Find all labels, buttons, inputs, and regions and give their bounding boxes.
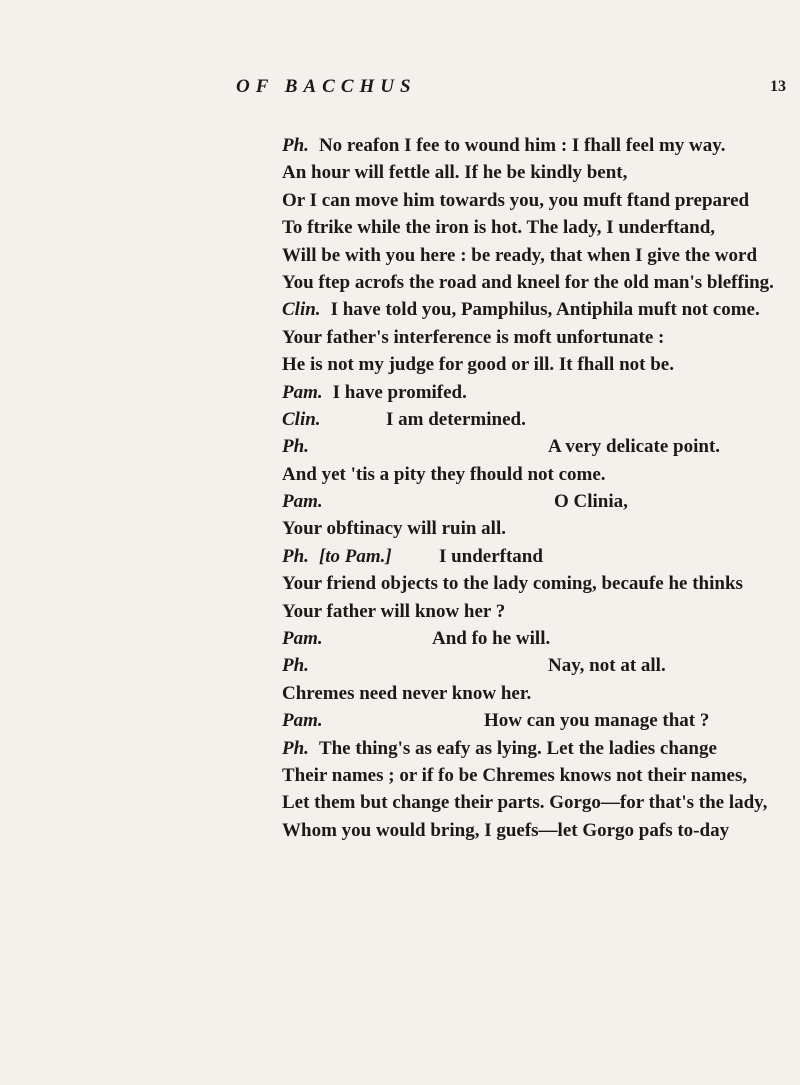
stage-direction: [to Pam.] xyxy=(318,545,392,567)
verse-line xyxy=(282,707,782,734)
speaker: Pam. xyxy=(282,628,323,650)
verse-text xyxy=(282,132,782,844)
verse-line xyxy=(282,543,782,570)
running-title: OF BACCHUS xyxy=(236,76,417,97)
verse-line xyxy=(282,598,782,625)
line-text: To ftrike while the iron is hot. The lady, I underftand, xyxy=(282,217,716,239)
verse-line xyxy=(282,461,782,488)
line-text: You ftep acrofs the road and kneel for the old man's bleffing. xyxy=(282,271,774,293)
line-text: Nay, not at all. xyxy=(548,655,666,677)
speaker: Ph. xyxy=(282,436,309,458)
verse-line xyxy=(282,379,782,406)
speaker: Clin. xyxy=(282,408,321,430)
verse-line xyxy=(282,652,782,679)
verse-line xyxy=(282,817,782,844)
verse-line xyxy=(282,351,782,378)
line-text: Or I can move him towards you, you muft ftand prepared xyxy=(282,189,750,211)
line-text: I underftand xyxy=(438,545,543,567)
speaker: Pam. xyxy=(282,710,323,732)
line-text: And yet 'tis a pity they fhould not come. xyxy=(282,463,606,485)
speaker: Ph. xyxy=(282,135,309,156)
line-text: An hour will fettle all. If he be kindly bent, xyxy=(282,162,628,184)
verse-line xyxy=(282,296,782,323)
verse-line xyxy=(282,132,782,159)
line-text: The thing's as eafy as lying. Let the ladies change xyxy=(318,737,717,759)
speaker: Pam. xyxy=(282,491,323,513)
line-text: No reafon I fee to wound him : I fhall feel my way. xyxy=(318,135,726,156)
speaker: Ph. xyxy=(282,545,309,567)
line-text: And fo he will. xyxy=(432,628,551,650)
verse-line xyxy=(282,269,782,296)
verse-line xyxy=(282,762,782,789)
running-head xyxy=(0,76,800,106)
line-text: Let them but change their parts. Gorgo—for that's the lady, xyxy=(282,792,768,814)
line-text: Your father's interference is moft unfortunate : xyxy=(282,326,665,348)
line-text: Their names ; or if fo be Chremes knows not their names, xyxy=(282,764,748,786)
verse-line xyxy=(282,488,782,515)
line-text: He is not my judge for good or ill. It fhall not be. xyxy=(282,354,674,376)
line-text: Your friend objects to the lady coming, becaufe he thinks xyxy=(282,573,743,595)
line-text: How can you manage that ? xyxy=(484,710,710,732)
verse-line xyxy=(282,159,782,186)
verse-line xyxy=(282,214,782,241)
speaker: Pam. xyxy=(282,381,323,403)
verse-line xyxy=(282,625,782,652)
verse-line xyxy=(282,515,782,542)
line-text: Your obftinacy will ruin all. xyxy=(282,518,506,540)
verse-line xyxy=(282,324,782,351)
speaker: Clin. xyxy=(282,299,321,321)
line-text: A very delicate point. xyxy=(548,436,721,458)
verse-line xyxy=(282,433,782,460)
verse-line xyxy=(282,570,782,597)
verse-line xyxy=(282,680,782,707)
line-text: Your father will know her ? xyxy=(282,600,506,622)
line-text: Whom you would bring, I guefs—let Gorgo pafs to-day xyxy=(282,819,730,841)
line-text: I have told you, Pamphilus, Antiphila muft not come. xyxy=(330,299,760,321)
speaker: Ph. xyxy=(282,655,309,677)
speaker: Ph. xyxy=(282,737,309,759)
line-text: O Clinia, xyxy=(554,491,628,513)
verse-line xyxy=(282,242,782,269)
verse-line xyxy=(282,406,782,433)
verse-line xyxy=(282,187,782,214)
verse-line xyxy=(282,735,782,762)
line-text: Will be with you here : be ready, that when I give the word xyxy=(282,244,758,266)
line-text: Chremes need never know her. xyxy=(282,682,532,704)
line-text: I am determined. xyxy=(386,408,526,430)
verse-line xyxy=(282,789,782,816)
line-text: I have promifed. xyxy=(332,381,467,403)
page-number: 13 xyxy=(770,78,786,95)
